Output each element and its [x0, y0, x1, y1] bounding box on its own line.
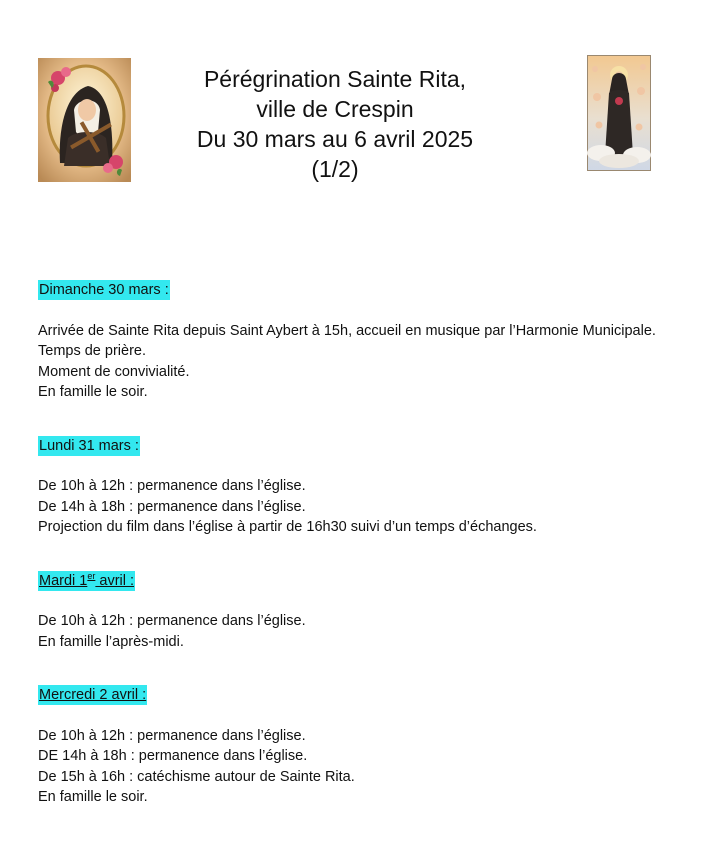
page-title: [150, 64, 520, 184]
schedule-item: En famille le soir.: [38, 384, 148, 400]
day-section-mercredi: [38, 685, 678, 808]
schedule-item: En famille l’après-midi.: [38, 633, 184, 650]
day-heading: Dimanche 30 mars :: [39, 282, 169, 298]
schedule-item: De 10h à 12h : permanence dans l’église.: [38, 727, 306, 744]
saint-rita-portrait-image: [38, 58, 131, 182]
day-heading: Mardi 1er avril :: [39, 570, 135, 589]
day-heading: Lundi 31 mars :: [39, 437, 139, 454]
schedule-item: Temps de prière.: [38, 343, 146, 359]
schedule-item: Arrivée de Sainte Rita depuis Saint Aybert à 15h, accueil en musique par l’Harmonie Municipale.: [38, 322, 656, 339]
schedule-item: En famille le soir.: [38, 789, 148, 805]
title-line-1: Pérégrination Sainte Rita,: [203, 66, 467, 92]
schedule-item: DE 14h à 18h : permanence dans l’église.: [38, 748, 308, 764]
day-section-lundi: [38, 436, 678, 538]
title-line-4: (1/2): [311, 156, 359, 182]
schedule-item: De 10h à 12h : permanence dans l’église.: [38, 478, 306, 494]
schedule-item: De 15h à 16h : catéchisme autour de Sainte Rita.: [38, 768, 355, 785]
title-line-3: Du 30 mars au 6 avril 2025: [196, 126, 474, 152]
schedule-item: De 10h à 12h : permanence dans l’église.: [38, 613, 306, 629]
saint-rita-cherubs-image: [587, 55, 651, 171]
day-section-mardi: [38, 571, 678, 653]
day-heading: Mercredi 2 avril :: [39, 687, 147, 703]
title-line-2: ville de Crespin: [256, 96, 414, 122]
schedule-item: Projection du film dans l’église à partir de 16h30 suivi d’un temps d’échanges.: [38, 519, 537, 535]
day-section-dimanche: [38, 280, 678, 403]
schedule-content: [38, 280, 678, 808]
schedule-item: De 14h à 18h : permanence dans l’église.: [38, 498, 306, 515]
schedule-item: Moment de convivialité.: [38, 363, 190, 380]
